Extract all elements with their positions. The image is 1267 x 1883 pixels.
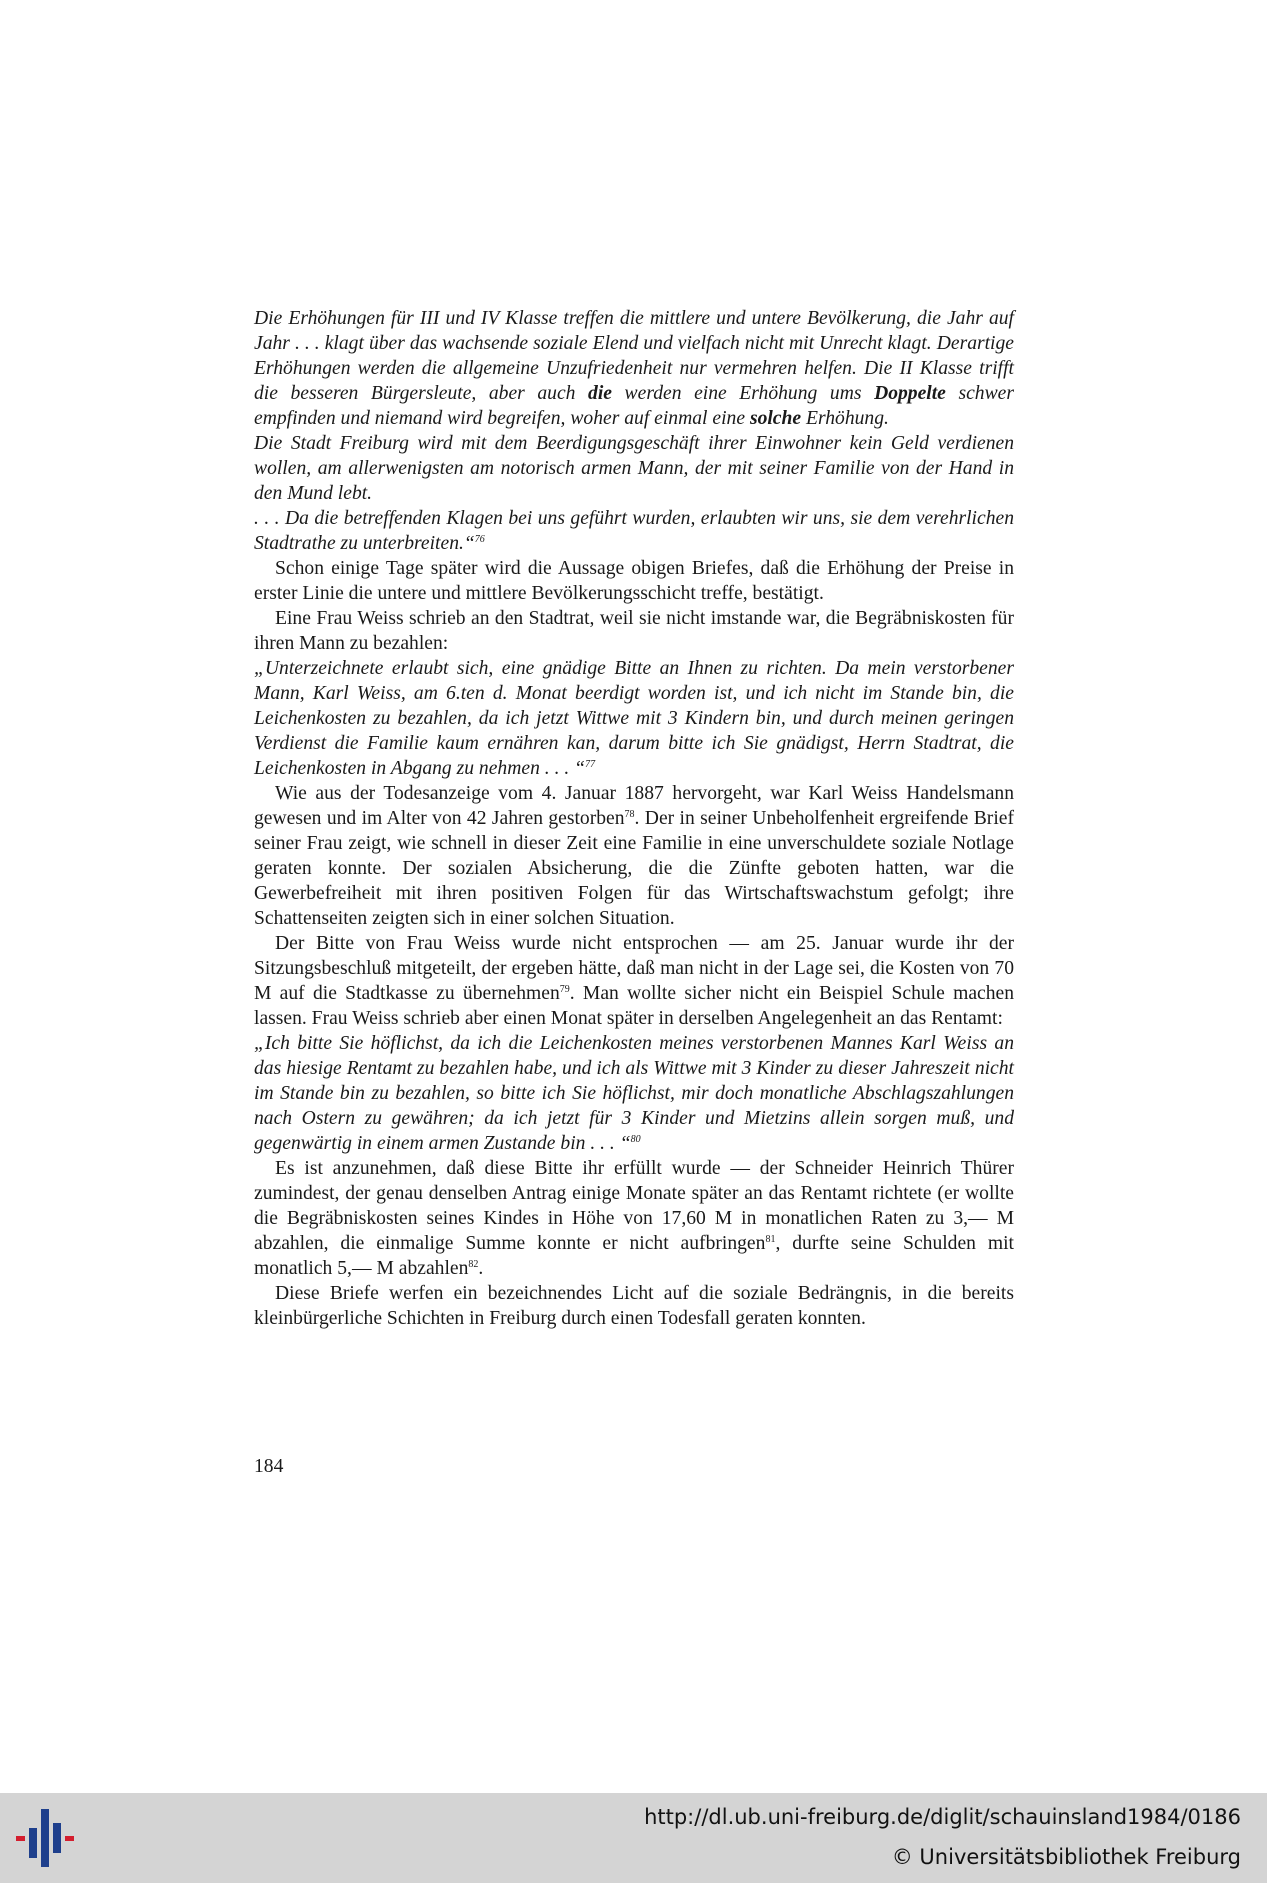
paragraph-5: Eine Frau Weiss schrieb an den Stadtrat, weil sie nicht imstande war, die Begräbniskosten für ihren Mann zu bezahlen: <box>254 608 1014 654</box>
quote-paragraph-3: . . . Da die betreffenden Klagen bei uns geführt wurden, erlaubten wir uns, sie dem verehrlichen Stadtrathe zu unterbreiten.“$^{76}$ <box>254 508 1014 554</box>
footnote-ref: 78 <box>624 809 635 820</box>
footnote-ref: 82 <box>468 1259 479 1270</box>
paragraph-7: Wie aus der Todesanzeige vom 4. Januar 1887 hervorgeht, war Karl Weiss Handelsmann gewesen und im Alter von 42 Jahren gestorben$^{78}$. Der in seiner Unbeholfenheit ergreifende Brief seiner Frau zeigt, wie schnell in dieser Zeit eine Familie in eine unverschuldete soziale Notlage geraten konnte. Der sozialen Absicherung, die die Zünfte geboten hatten, war die Gewerbefreiheit mit ihren positiven Folgen für das Wirtschaftswachstum gefolgt; ihre Schattenseiten zeigten sich in einer solchen Situation. <box>254 783 1014 929</box>
quote-paragraph-9: „Ich bitte Sie höflichst, da ich die Leichenkosten meines verstorbenen Mannes Karl Weiss an das hiesige Rentamt zu bezahlen habe, und ich als Wittwe mit 3 Kinder zu dieser Jahreszeit nicht im Stande bin zu bezahlen, so bitte ich Sie höflichst, mir doch monatliche Abschlagszahlungen nach Ostern zu gewähren; da ich jetzt für 3 Kinder und Mietzins allein sorgen muß, und gegenwärtig in einem armen Zustande bin . . . “$^{80}$ <box>254 1033 1014 1154</box>
ub-freiburg-logo-icon <box>16 1809 78 1867</box>
footer-bar <box>0 1793 1267 1883</box>
copyright-text: © Universitätsbibliothek Freiburg <box>891 1845 1241 1869</box>
footnote-ref: 80 <box>630 1134 641 1145</box>
page-number: 184 <box>254 1456 284 1477</box>
paragraph-10: Es ist anzunehmen, daß diese Bitte ihr erfüllt wurde — der Schneider Heinrich Thürer zumindest, der genau denselben Antrag einige Monate später an das Rentamt richtete (er wollte die Begräbniskosten seines Kindes in Höhe von 17,60 M in monatlichen Raten zu 3,— M abzahlen, die einmalige Summe konnte er nicht aufbringen$^{81}$, durfte seine Schulden mit monatlich 5,— M abzahlen$^{82}$. <box>254 1158 1014 1279</box>
source-url-link[interactable]: http://dl.ub.uni-freiburg.de/diglit/schauinsland1984/0186 <box>644 1805 1241 1829</box>
quote-paragraph-1: Die Erhöhungen für III und IV Klasse treffen die mittlere und untere Bevölkerung, die Jahr auf Jahr . . . klagt über das wachsende soziale Elend und vielfach nicht mit Unrecht klagt. Derartige Erhöhungen werden die allgemeine Unzufriedenheit nur vermehren helfen. Die II Klasse trifft die besseren Bürgersleute, aber auch die werden eine Erhöhung ums Doppelte schwer empfinden und niemand wird begreifen, woher auf einmal eine solche Erhöhung. <box>254 308 1014 429</box>
footnote-ref: 81 <box>765 1234 776 1245</box>
quote-paragraph-2: Die Stadt Freiburg wird mit dem Beerdigungsgeschäft ihrer Einwohner kein Geld verdienen wollen, am allerwenigsten am notorisch armen Mann, der mit seiner Familie von der Hand in den Mund lebt. <box>254 433 1014 504</box>
footnote-ref: 76 <box>474 534 485 545</box>
footnote-ref: 77 <box>585 759 596 770</box>
paragraph-8: Der Bitte von Frau Weiss wurde nicht entsprochen — am 25. Januar wurde ihr der Sitzungsbeschluß mitgeteilt, der ergeben hätte, daß man nicht in der Lage sei, die Kosten von 70 M auf die Stadtkasse zu übernehmen$^{79}$. Man wollte sicher nicht ein Beispiel Schule machen lassen. Frau Weiss schrieb aber einen Monat später in derselben Angelegenheit an das Rentamt: <box>254 933 1015 1029</box>
footnote-ref: 79 <box>559 984 570 995</box>
paragraph-4: Schon einige Tage später wird die Aussage obigen Briefes, daß die Erhöhung der Preise in erster Linie die untere und mittlere Bevölkerungsschicht treffe, bestätigt. <box>254 558 1014 604</box>
paragraph-11: Diese Briefe werfen ein bezeichnendes Licht auf die soziale Bedrängnis, in die bereits kleinbürgerliche Schichten in Freiburg durch einen Todesfall geraten konnten. <box>254 1283 1014 1329</box>
quote-paragraph-6: „Unterzeichnete erlaubt sich, eine gnädige Bitte an Ihnen zu richten. Da mein verstorbener Mann, Karl Weiss, am 6.ten d. Monat beerdigt worden ist, und ich nicht im Stande bin, die Leichenkosten zu bezahlen, da ich jetzt Wittwe mit 3 Kindern bin, und durch meinen geringen Verdienst die Familie kaum ernähren kan, darum bitte ich Sie gnädigst, Herrn Stadtrat, die Leichenkosten in Abgang zu nehmen . . . “$^{77}$ <box>254 658 1014 779</box>
main-text <box>254 306 1014 1331</box>
